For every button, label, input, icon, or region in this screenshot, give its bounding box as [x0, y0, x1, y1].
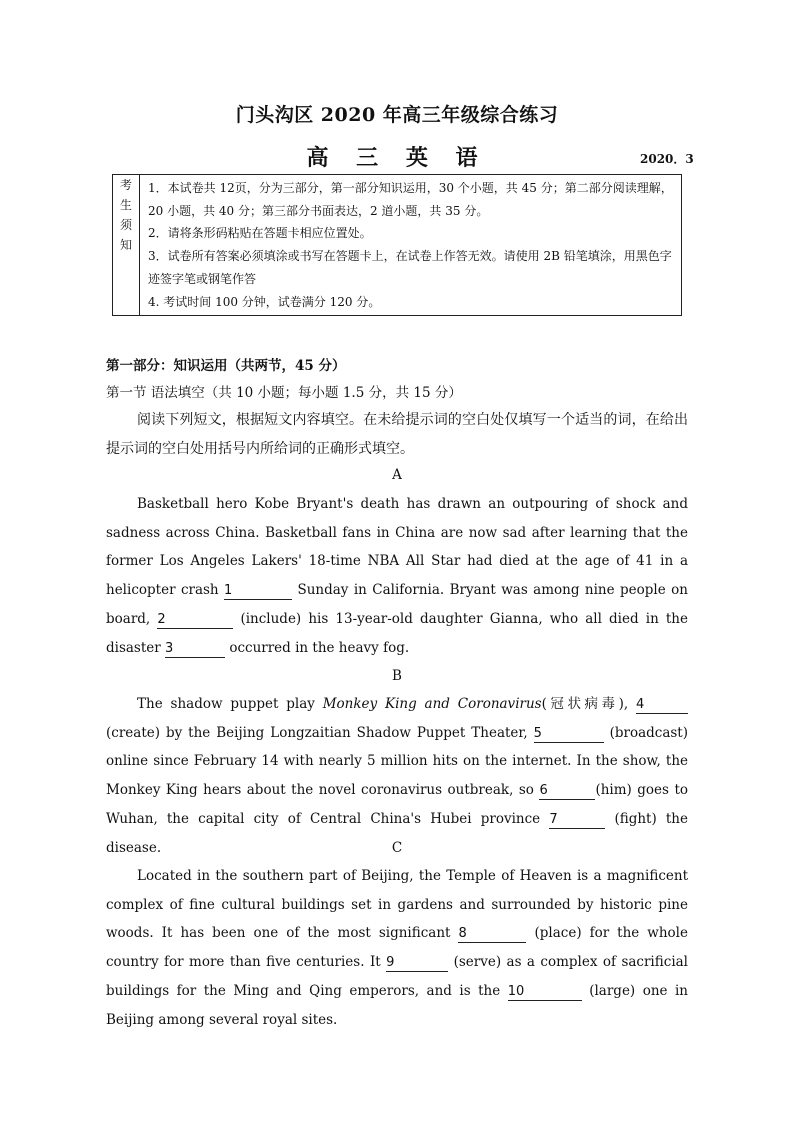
blank-9[interactable]: 9	[386, 955, 448, 972]
passage-letter: C	[391, 840, 403, 856]
passage-letter: B	[392, 668, 402, 684]
passage-text: (him) goes to Wuhan, the capital city of Central China's Hubei province	[106, 782, 688, 827]
blank-3[interactable]: 3	[165, 641, 225, 658]
notice-label-char: 考	[119, 178, 132, 192]
passage-text: Located in the southern part of Beijing, the Temple of Heaven is a magnificent complex of fine cultural buildings set in gardens and surrounded by historic pine woods. It has been one of the most significant	[106, 868, 688, 942]
passage-text: (large) one in Beijing among several royal sites.	[106, 982, 688, 1028]
notice-box	[112, 174, 682, 316]
notice-item: 3．试卷所有答案必须填涂或书写在答题卡上，在试卷上作答无效。请使用 2B 铅笔填涂，用黑色字迹签字笔或钢笔作答	[148, 249, 672, 286]
notice-item: 4. 考试时间 100 分钟，试卷满分 120 分。	[148, 294, 381, 309]
blank-8[interactable]: 8	[458, 926, 526, 943]
exam-subject: 高 三 英 语	[306, 145, 488, 171]
blank-2[interactable]: 2	[157, 612, 233, 629]
passage-text: (include) his 13-year-old daughter Gianna, who all died in the disaster	[106, 610, 688, 656]
passage-text: The shadow puppet play	[137, 696, 323, 712]
passage-text: (create) by the Beijing Longzaitian Shadow Puppet Theater,	[106, 724, 534, 741]
passage-text: (broadcast) online since February 14 with nearly 5 million hits on the internet. In the show, the Monkey King hears about the novel coronavirus outbreak, so	[106, 724, 688, 799]
section-heading: 第一节 语法填空（共 10 小题；每小题 1.5 分，共 15 分）	[106, 385, 462, 401]
exam-date: 2020．3	[640, 152, 694, 166]
passage-c	[106, 862, 688, 1034]
blank-6[interactable]: 6	[539, 783, 595, 800]
part-heading: 第一部分：知识运用（共两节，45 分）	[106, 358, 346, 374]
blank-10[interactable]: 10	[508, 984, 582, 1001]
notice-label	[113, 175, 140, 316]
instructions: 阅读下列短文，根据短文内容填空。在未给提示词的空白处仅填写一个适当的词，在给出提示词的空白处用括号内所给词的正确形式填空。	[106, 412, 688, 457]
blank-7[interactable]: 7	[549, 812, 605, 829]
passage-text: (place) for the whole country for more than five centuries. It	[106, 925, 688, 971]
notice-items	[140, 175, 682, 316]
passage-text: (fight) the disease.	[106, 810, 688, 856]
passage-text: (冠状病毒),	[541, 696, 636, 712]
passage-text: Basketball hero Kobe Bryant's death has drawn an outpouring of shock and sadness across China. Basketball fans in China are now sad after learning that the former Los Angeles Lakers' 18-time NBA All Star had died at the age of 41 in a helicopter crash	[106, 496, 688, 599]
blank-5[interactable]: 5	[534, 726, 604, 743]
notice-item: 2．请将条形码粘贴在答题卡相应位置处。	[148, 226, 372, 241]
notice-label-char: 知	[119, 238, 132, 252]
blank-1[interactable]: 1	[224, 583, 292, 600]
blank-4[interactable]: 4	[636, 697, 688, 714]
notice-label-char: 须	[119, 218, 132, 232]
notice-label-char: 生	[119, 198, 132, 212]
passage-letter: A	[392, 467, 402, 483]
passage-text: (serve) as a complex of sacrificial buildings for the Ming and Qing emperors, and is the	[106, 954, 689, 999]
notice-item: 1．本试卷共 12页，分为三部分，第一部分知识运用，30 个小题，共 45 分；第二部分阅读理解，20 小题，共 40 分；第三部分书面表达，2 道小题，共 35 分。	[148, 181, 673, 218]
passage-a	[106, 490, 688, 662]
passage-text: Sunday in California. Bryant was among nine people on board,	[106, 582, 688, 627]
passage-text: occurred in the heavy fog.	[225, 639, 410, 656]
play-title: Monkey King and Coronavirus	[322, 696, 542, 712]
exam-title: 门头沟区 2020 年高三年级综合练习	[235, 104, 559, 126]
passage-b	[106, 690, 688, 862]
